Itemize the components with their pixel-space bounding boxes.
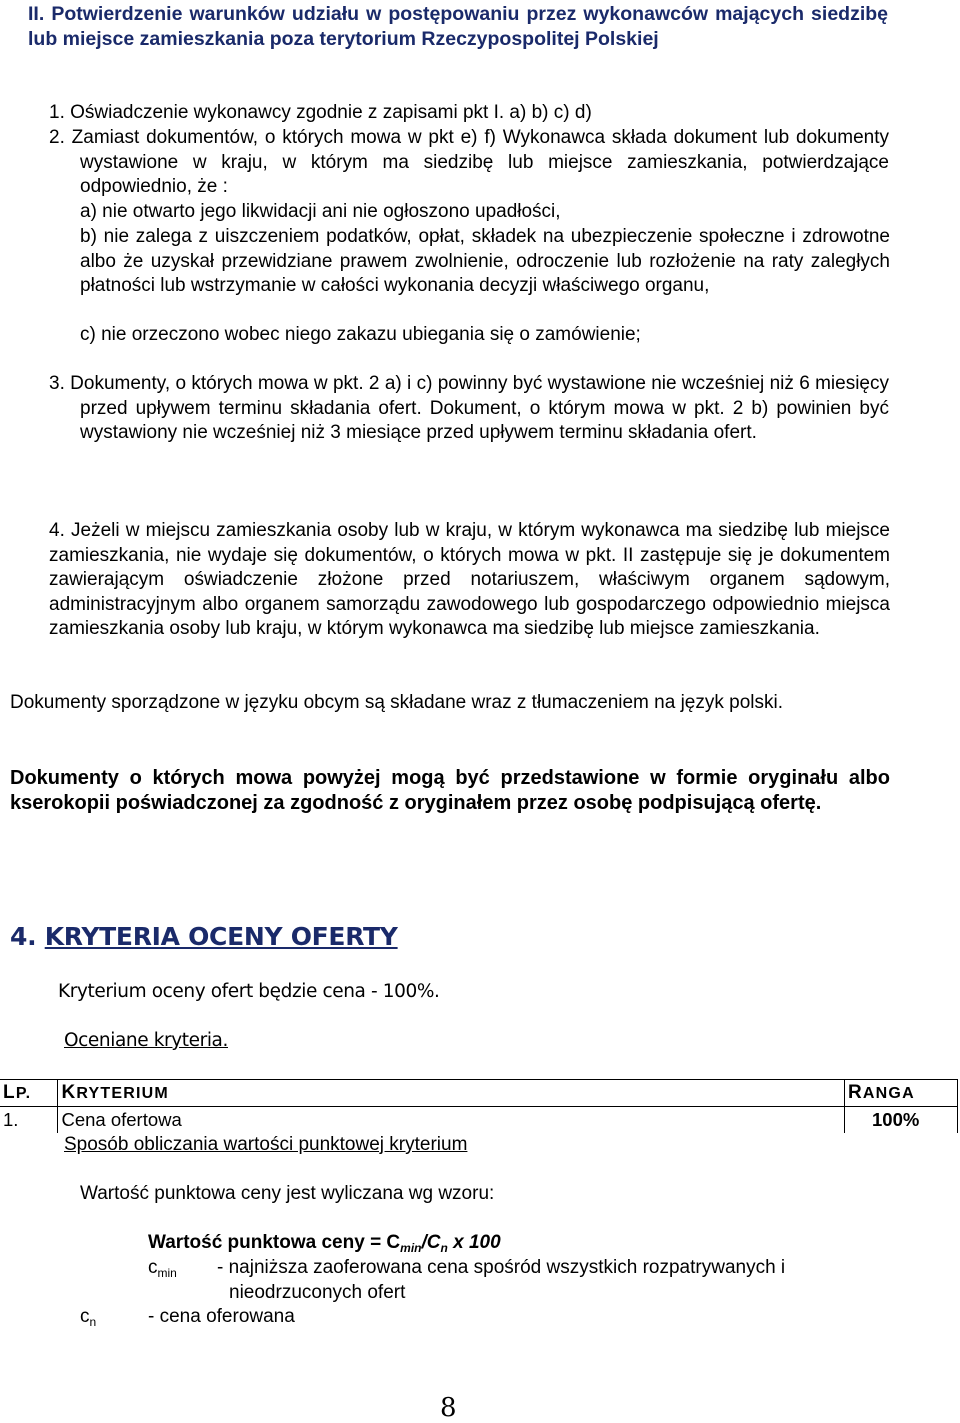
legend-text-cn: - cena oferowana: [148, 1306, 295, 1327]
header-lp: LP.: [0, 1080, 58, 1107]
item-2-c: c) nie orzeczono wobec niego zakazu ubiegania się o zamówienie;: [80, 324, 641, 345]
formula-intro: Wartość punktowa ceny jest wyliczana wg wzoru:: [80, 1183, 495, 1204]
formula-n-sub: n: [440, 1241, 448, 1255]
row-criterion-name: Cena ofertowa: [58, 1107, 845, 1134]
formula-lhs: Wartość punktowa ceny = C: [148, 1232, 401, 1253]
legend-symbol-cn: $c_n$: [80, 1306, 97, 1329]
item-2-b: b) nie zalega z uiszczeniem podatków, opłat, składek na ubezpieczenie społeczne i zdrowotne albo że uzyskał przewidziane prawem zwolnienie, odroczenie lub rozłożenie na raty zaległych płatności lub wstrzymanie w całości wykonania decyzji właściwego organu,: [80, 226, 890, 297]
legend-symbol-cmin: $c_{min}$: [148, 1257, 177, 1280]
criteria-table-header: [0, 1080, 958, 1107]
table-row: [0, 1107, 958, 1134]
item-3-text: 3. Dokumenty, o których mowa w pkt. 2 a) i c) powinny być wystawione nie wcześniej niż 6 miesięcy przed upływem terminu składania ofert. Dokument, o którym mowa w pkt. 2 b) powinien być wystawiony nie wcześniej niż 3 miesiące przed upływem terminu składania ofert.: [49, 373, 889, 444]
calculation-method-label: Sposób obliczania wartości punktowej kryterium: [64, 1134, 468, 1155]
criterion-statement: Kryterium oceny ofert będzie cena - 100%.: [58, 981, 440, 1002]
section-heading-II: II. Potwierdzenie warunków udziału w postępowaniu przez wykonawców mających siedzibę lub miejsce zamieszkania poza terytorium Rzeczypospolitej Polskiej: [28, 3, 888, 50]
section-heading-4: [10, 922, 398, 951]
evaluated-criteria-label: Oceniane kryteria.: [64, 1030, 228, 1051]
header-ranga: RANGA: [845, 1080, 958, 1107]
formula-tail: x 100: [447, 1232, 501, 1253]
header-kryterium: KRYTERIUM: [58, 1080, 845, 1107]
item-2-intro: [49, 126, 889, 200]
row-weight: 100%: [845, 1107, 958, 1134]
item-2-intro-text: 2. Zamiast dokumentów, o których mowa w pkt e) f) Wykonawca składa dokument lub dokumenty wystawione w kraju, w którym ma siedzibę lub miejsce zamieszkania, potwierdzające odpowiednio, że :: [49, 127, 889, 198]
formula-min-sub: min: [400, 1241, 422, 1255]
row-lp: 1.: [0, 1107, 58, 1134]
translation-note: Dokumenty sporządzone w języku obcym są składane wraz z tłumaczeniem na język polski.: [10, 692, 783, 713]
item-2-a: a) nie otwarto jego likwidacji ani nie ogłoszono upadłości,: [80, 201, 561, 222]
item-4: 4. Jeżeli w miejscu zamieszkania osoby lub w kraju, w którym wykonawca ma siedzibę lub miejsce zamieszkania, nie wydaje się dokumentów, o których mowa w pkt. II zastępuje się je dokumentem zawierającym oświadczenie złożone przed notariuszem, właściwym organem sądowym, administracyjnym albo organem samorządu zawodowego lub gospodarczego odpowiednio miejsca zamieszkania osoby lub kraju, w którym wykonawca ma siedzibę lub miejsce zamieszkania.: [49, 520, 890, 640]
section-4-number: 4.: [10, 922, 37, 951]
original-copy-note: Dokumenty o których mowa powyżej mogą być przedstawione w formie oryginału albo kserokopii poświadczonej za zgodność z oryginałem przez osobę podpisującą ofertę.: [10, 767, 890, 814]
formula-slash: /C: [421, 1232, 441, 1253]
section-4-title: KRYTERIA OCENY OFERTY: [44, 922, 398, 951]
criteria-table: [0, 1079, 958, 1133]
legend-text-cmin: - najniższa zaoferowana cena spośród wszystkich rozpatrywanych i nieodrzuconych ofert: [217, 1257, 786, 1303]
item-3: [49, 372, 889, 446]
item-1: 1. Oświadczenie wykonawcy zgodnie z zapisami pkt I. a) b) c) d): [49, 102, 592, 123]
page-number: 8: [440, 1393, 457, 1423]
